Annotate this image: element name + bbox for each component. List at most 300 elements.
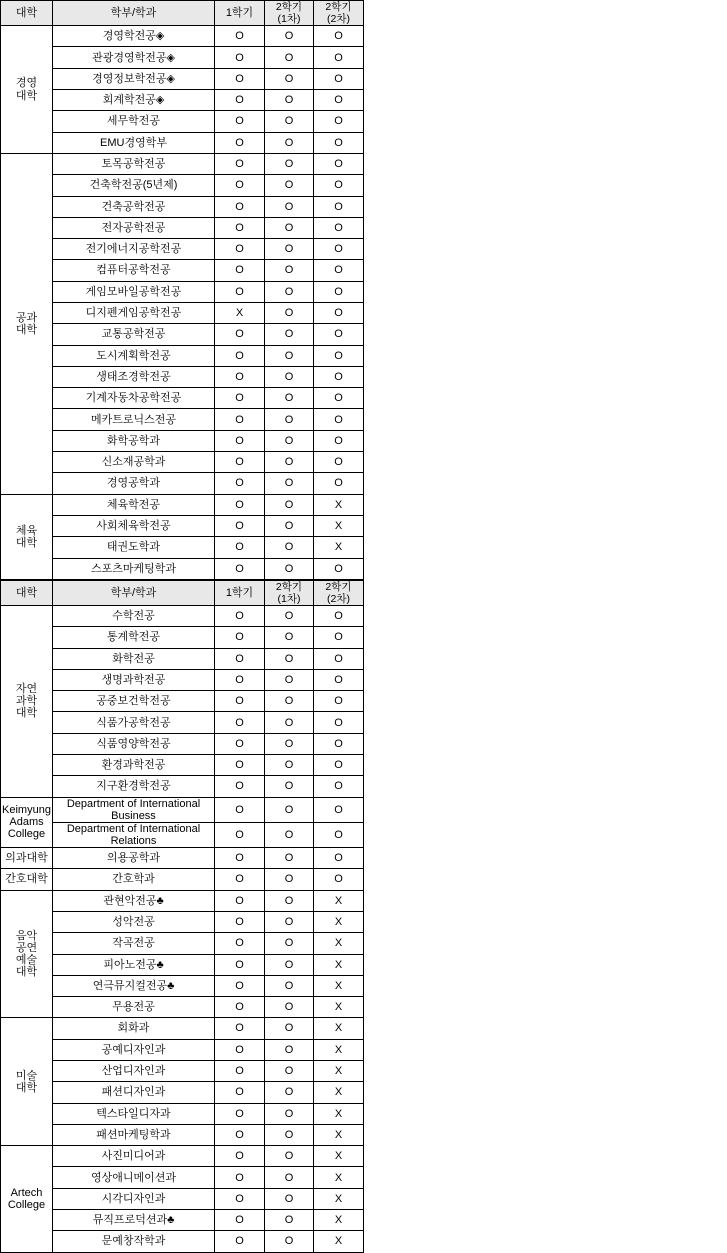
availability-sem2-2: O (314, 111, 364, 132)
availability-sem2-2: X (314, 1060, 364, 1081)
table-row (1, 755, 364, 776)
availability-sem2-1: O (265, 1124, 314, 1145)
right-univ-cell-5: 미술 대학 (1, 1018, 53, 1146)
availability-sem2-2: X (314, 1167, 364, 1188)
availability-sem2-2: X (314, 1146, 364, 1167)
right-header-dept: 학부/학과 (53, 580, 215, 605)
availability-sem1: O (215, 755, 265, 776)
availability-sem2-2: O (314, 68, 364, 89)
availability-sem2-2: X (314, 1103, 364, 1124)
dept-name-cell: 시각디자인과 (53, 1188, 215, 1209)
table-row (1, 669, 364, 690)
dept-name-cell: 관광경영학전공◈ (53, 47, 215, 68)
availability-sem1: O (215, 1039, 265, 1060)
availability-sem2-1: O (265, 648, 314, 669)
availability-sem2-2: X (314, 515, 364, 536)
table-row (1, 797, 364, 822)
table-row (1, 712, 364, 733)
availability-sem2-2: O (314, 153, 364, 174)
dept-name-cell: 지구환경학전공 (53, 776, 215, 797)
availability-sem2-1: O (265, 627, 314, 648)
dept-name-cell: 통계학전공 (53, 627, 215, 648)
availability-sem2-2: X (314, 975, 364, 996)
availability-sem2-1: O (265, 515, 314, 536)
table-row (1, 954, 364, 975)
availability-sem2-2: O (314, 648, 364, 669)
table-row (1, 260, 364, 281)
availability-sem2-2: O (314, 558, 364, 579)
availability-sem1: O (215, 537, 265, 558)
availability-sem2-1: O (265, 975, 314, 996)
availability-sem2-1: O (265, 558, 314, 579)
dept-name-cell: EMU경영학부 (53, 132, 215, 153)
availability-sem2-1: O (265, 345, 314, 366)
dept-name-cell: 공중보건학전공 (53, 691, 215, 712)
right-header-sem2-1 (265, 580, 314, 605)
availability-sem1: O (215, 260, 265, 281)
availability-sem2-1: O (265, 605, 314, 626)
availability-sem1: O (215, 933, 265, 954)
availability-sem2-1: O (265, 47, 314, 68)
availability-sem1: O (215, 1231, 265, 1252)
availability-sem2-1: O (265, 366, 314, 387)
availability-sem2-2: O (314, 627, 364, 648)
dept-name-cell: 경영정보학전공◈ (53, 68, 215, 89)
dept-name-cell: 화학전공 (53, 648, 215, 669)
right-univ-cell-0: 자연 과학 대학 (1, 605, 53, 797)
left-header-dept: 학부/학과 (53, 1, 215, 26)
availability-sem1: O (215, 1018, 265, 1039)
table-row (1, 430, 364, 451)
table-row (1, 494, 364, 515)
left-univ-cell-0: 경영 대학 (1, 26, 53, 154)
dept-name-cell: 간호학과 (53, 869, 215, 890)
dept-name-cell: 회계학전공◈ (53, 90, 215, 111)
table-row (1, 848, 364, 869)
availability-sem2-2: X (314, 954, 364, 975)
dept-name-cell: 토목공학전공 (53, 153, 215, 174)
availability-sem1: O (215, 975, 265, 996)
availability-sem1: O (215, 409, 265, 430)
dept-name-cell: 컴퓨터공학전공 (53, 260, 215, 281)
availability-sem2-1: O (265, 324, 314, 345)
availability-sem2-1: O (265, 1167, 314, 1188)
dept-name-cell: 산업디자인과 (53, 1060, 215, 1081)
table-row (1, 911, 364, 932)
availability-sem1: O (215, 954, 265, 975)
dept-name-cell: 사회체육학전공 (53, 515, 215, 536)
right-univ-cell-4: 음악 공연 예술 대학 (1, 890, 53, 1018)
dept-name-cell: 식품영양학전공 (53, 733, 215, 754)
left-header-sem2-2 (314, 1, 364, 26)
right-univ-cell-3: 간호대학 (1, 869, 53, 890)
table-row (1, 324, 364, 345)
table-row (1, 281, 364, 302)
availability-sem2-1: O (265, 997, 314, 1018)
availability-sem1: O (215, 797, 265, 822)
availability-sem2-1: O (265, 68, 314, 89)
availability-sem2-1: O (265, 691, 314, 712)
availability-sem2-1: O (265, 933, 314, 954)
table-row (1, 217, 364, 238)
dept-name-cell: 패션마케팅학과 (53, 1124, 215, 1145)
dept-name-cell: 영상애니메이션과 (53, 1167, 215, 1188)
availability-sem1: O (215, 430, 265, 451)
availability-sem2-2: O (314, 669, 364, 690)
availability-sem1: O (215, 1103, 265, 1124)
dept-name-cell: 공예디자인과 (53, 1039, 215, 1060)
availability-sem1: O (215, 558, 265, 579)
left-header-sem2-2-line2: (2차) (327, 13, 350, 26)
availability-sem2-2: O (314, 691, 364, 712)
table-row (1, 627, 364, 648)
table-row (1, 1210, 364, 1231)
availability-sem2-2: X (314, 1231, 364, 1252)
dept-name-cell: 경영학전공◈ (53, 26, 215, 47)
availability-sem1: O (215, 366, 265, 387)
availability-sem2-2: O (314, 776, 364, 797)
dept-name-cell: 메카트로닉스전공 (53, 409, 215, 430)
availability-sem1: O (215, 473, 265, 494)
right-univ-cell-1: Keimyung Adams College (1, 797, 53, 847)
dept-name-cell: 의용공학과 (53, 848, 215, 869)
availability-sem2-2: X (314, 1210, 364, 1231)
availability-sem2-2: O (314, 281, 364, 302)
table-row (1, 1231, 364, 1252)
availability-sem2-1: O (265, 302, 314, 323)
availability-sem1: O (215, 1188, 265, 1209)
availability-sem1: O (215, 515, 265, 536)
availability-sem2-2: O (314, 848, 364, 869)
dept-name-cell: 수학전공 (53, 605, 215, 626)
availability-sem1: O (215, 1060, 265, 1081)
table-row (1, 975, 364, 996)
table-row (1, 153, 364, 174)
availability-sem2-2: X (314, 890, 364, 911)
availability-sem2-1: O (265, 281, 314, 302)
availability-sem1: O (215, 691, 265, 712)
availability-sem2-2: O (314, 822, 364, 847)
availability-sem1: O (215, 869, 265, 890)
availability-sem2-1: O (265, 890, 314, 911)
dept-name-cell: Department of International Business (53, 797, 215, 822)
dept-name-cell: Department of International Relations (53, 822, 215, 847)
right-header-sem2-2-line1: 2학기 (325, 580, 352, 593)
table-row (1, 1018, 364, 1039)
availability-sem1: O (215, 196, 265, 217)
availability-sem1: O (215, 911, 265, 932)
availability-sem2-1: O (265, 869, 314, 890)
dept-name-cell: 교통공학전공 (53, 324, 215, 345)
table-row (1, 648, 364, 669)
dept-name-cell: 문예창작학과 (53, 1231, 215, 1252)
availability-sem2-1: O (265, 430, 314, 451)
table-row (1, 1167, 364, 1188)
availability-sem1: O (215, 1210, 265, 1231)
availability-sem1: O (215, 494, 265, 515)
availability-sem1: O (215, 132, 265, 153)
right-header-sem1: 1학기 (215, 580, 265, 605)
availability-sem2-2: O (314, 239, 364, 260)
dept-name-cell: 사진미디어과 (53, 1146, 215, 1167)
table-row (1, 132, 364, 153)
dept-name-cell: 도시계획학전공 (53, 345, 215, 366)
table-row (1, 409, 364, 430)
availability-sem2-1: O (265, 196, 314, 217)
availability-sem2-1: O (265, 153, 314, 174)
table-row (1, 345, 364, 366)
availability-sem2-1: O (265, 90, 314, 111)
table-row (1, 933, 364, 954)
availability-sem2-2: O (314, 733, 364, 754)
availability-sem2-2: X (314, 997, 364, 1018)
table-row (1, 68, 364, 89)
dept-name-cell: 디지펜게임공학전공 (53, 302, 215, 323)
dept-name-cell: 작곡전공 (53, 933, 215, 954)
table-row (1, 302, 364, 323)
dept-name-cell: 체육학전공 (53, 494, 215, 515)
table-row (1, 1060, 364, 1081)
availability-sem2-2: O (314, 175, 364, 196)
table-row (1, 515, 364, 536)
availability-sem1: O (215, 1167, 265, 1188)
table-row (1, 1039, 364, 1060)
availability-sem1: O (215, 90, 265, 111)
availability-sem1: O (215, 890, 265, 911)
dept-name-cell: 화학공학과 (53, 430, 215, 451)
availability-sem2-1: O (265, 388, 314, 409)
availability-sem2-1: O (265, 537, 314, 558)
availability-sem2-1: O (265, 1082, 314, 1103)
availability-sem1: O (215, 388, 265, 409)
availability-sem2-1: O (265, 669, 314, 690)
availability-sem1: O (215, 26, 265, 47)
availability-sem1: O (215, 1082, 265, 1103)
right-header-sem2-1-line2: (1차) (277, 592, 301, 605)
dept-name-cell: 환경과학전공 (53, 755, 215, 776)
availability-sem1: O (215, 822, 265, 847)
availability-sem2-2: X (314, 1018, 364, 1039)
table-row (1, 1103, 364, 1124)
availability-sem2-2: O (314, 47, 364, 68)
availability-sem2-2: X (314, 1039, 364, 1060)
availability-sem2-2: X (314, 1188, 364, 1209)
dept-name-cell: 관현악전공♣ (53, 890, 215, 911)
availability-sem2-1: O (265, 954, 314, 975)
left-table (0, 0, 364, 580)
table-row (1, 776, 364, 797)
availability-sem2-1: O (265, 409, 314, 430)
availability-sem1: O (215, 175, 265, 196)
dept-name-cell: 피아노전공♣ (53, 954, 215, 975)
dept-name-cell: 경영공학과 (53, 473, 215, 494)
right-table (0, 580, 364, 1253)
availability-sem1: O (215, 281, 265, 302)
availability-sem2-2: O (314, 605, 364, 626)
dept-name-cell: 건축공학전공 (53, 196, 215, 217)
dept-name-cell: 스포츠마케팅학과 (53, 558, 215, 579)
availability-sem2-2: X (314, 494, 364, 515)
availability-sem2-1: O (265, 755, 314, 776)
availability-sem2-1: O (265, 1039, 314, 1060)
left-header-sem2-1-line2: (1차) (277, 13, 301, 26)
availability-sem1: O (215, 324, 265, 345)
table-row (1, 366, 364, 387)
dept-name-cell: 생태조경학전공 (53, 366, 215, 387)
availability-sem1: O (215, 345, 265, 366)
availability-sem2-2: O (314, 345, 364, 366)
availability-sem2-2: X (314, 933, 364, 954)
dept-name-cell: 성악전공 (53, 911, 215, 932)
dept-name-cell: 회화과 (53, 1018, 215, 1039)
availability-sem2-2: O (314, 755, 364, 776)
left-header-univ: 대학 (1, 1, 53, 26)
dept-name-cell: 식품가공학전공 (53, 712, 215, 733)
availability-sem2-2: X (314, 537, 364, 558)
availability-sem2-2: X (314, 1124, 364, 1145)
availability-sem2-2: O (314, 797, 364, 822)
availability-sem2-1: O (265, 712, 314, 733)
dept-name-cell: 세무학전공 (53, 111, 215, 132)
availability-sem1: O (215, 111, 265, 132)
right-univ-cell-6: Artech College (1, 1146, 53, 1252)
availability-sem2-2: O (314, 26, 364, 47)
right-header-sem2-2 (314, 580, 364, 605)
right-univ-cell-2: 의과대학 (1, 848, 53, 869)
availability-sem2-1: O (265, 494, 314, 515)
availability-sem2-1: O (265, 911, 314, 932)
availability-sem2-2: O (314, 196, 364, 217)
table-row (1, 822, 364, 847)
availability-sem2-1: O (265, 217, 314, 238)
availability-sem1: O (215, 605, 265, 626)
table-row (1, 90, 364, 111)
left-header-sem2-2-line1: 2학기 (325, 1, 352, 13)
availability-sem2-1: O (265, 132, 314, 153)
availability-sem1: O (215, 153, 265, 174)
availability-sem1: O (215, 239, 265, 260)
table-row (1, 558, 364, 579)
availability-sem1: X (215, 302, 265, 323)
availability-sem2-2: O (314, 217, 364, 238)
availability-sem2-2: O (314, 430, 364, 451)
table-row (1, 452, 364, 473)
dept-name-cell: 게임모바일공학전공 (53, 281, 215, 302)
right-header-univ: 대학 (1, 580, 53, 605)
dept-name-cell: 패션디자인과 (53, 1082, 215, 1103)
left-header-sem2-1 (265, 1, 314, 26)
table-row (1, 388, 364, 409)
dept-name-cell: 전기에너지공학전공 (53, 239, 215, 260)
right-header-sem2-2-line2: (2차) (327, 592, 350, 605)
availability-sem2-1: O (265, 452, 314, 473)
availability-sem2-1: O (265, 797, 314, 822)
table-row (1, 997, 364, 1018)
availability-sem2-1: O (265, 1231, 314, 1252)
availability-sem2-1: O (265, 848, 314, 869)
dept-name-cell: 기계자동차공학전공 (53, 388, 215, 409)
availability-sem2-1: O (265, 776, 314, 797)
availability-sem2-1: O (265, 175, 314, 196)
availability-sem1: O (215, 47, 265, 68)
left-header-sem1: 1학기 (215, 1, 265, 26)
table-row (1, 537, 364, 558)
availability-sem1: O (215, 217, 265, 238)
availability-sem2-1: O (265, 26, 314, 47)
availability-sem1: O (215, 1124, 265, 1145)
dept-name-cell: 전자공학전공 (53, 217, 215, 238)
table-row (1, 26, 364, 47)
left-header-sem2-1-line1: 2학기 (275, 1, 303, 13)
table-row (1, 869, 364, 890)
availability-sem2-2: O (314, 324, 364, 345)
dept-name-cell: 연극뮤지컬전공♣ (53, 975, 215, 996)
availability-sem1: O (215, 68, 265, 89)
table-row (1, 1082, 364, 1103)
dept-name-cell: 태권도학과 (53, 537, 215, 558)
table-row (1, 473, 364, 494)
availability-sem1: O (215, 1146, 265, 1167)
availability-sem2-2: O (314, 712, 364, 733)
availability-sem2-1: O (265, 1060, 314, 1081)
dept-name-cell: 신소재공학과 (53, 452, 215, 473)
availability-sem2-1: O (265, 260, 314, 281)
left-univ-cell-1: 공과 대학 (1, 153, 53, 494)
left-univ-cell-2: 체육 대학 (1, 494, 53, 579)
availability-sem2-2: O (314, 302, 364, 323)
availability-sem2-2: O (314, 260, 364, 281)
availability-sem2-1: O (265, 1146, 314, 1167)
dept-name-cell: 건축학전공(5년제) (53, 175, 215, 196)
availability-sem1: O (215, 648, 265, 669)
table-row (1, 196, 364, 217)
table-row (1, 691, 364, 712)
table-row (1, 605, 364, 626)
availability-sem2-2: O (314, 366, 364, 387)
table-row (1, 1146, 364, 1167)
right-header-sem2-1-line1: 2학기 (275, 580, 303, 593)
availability-sem2-2: O (314, 388, 364, 409)
availability-sem2-2: O (314, 473, 364, 494)
table-row (1, 239, 364, 260)
availability-sem2-1: O (265, 111, 314, 132)
table-row (1, 1188, 364, 1209)
dept-name-cell: 텍스타일디자과 (53, 1103, 215, 1124)
availability-sem2-1: O (265, 1188, 314, 1209)
availability-sem2-2: O (314, 90, 364, 111)
availability-sem1: O (215, 452, 265, 473)
dept-name-cell: 생명과학전공 (53, 669, 215, 690)
availability-sem2-2: O (314, 132, 364, 153)
availability-sem2-2: O (314, 869, 364, 890)
availability-sem1: O (215, 848, 265, 869)
availability-sem2-1: O (265, 473, 314, 494)
dept-name-cell: 뮤직프로덕션과♣ (53, 1210, 215, 1231)
table-row (1, 1124, 364, 1145)
availability-sem2-1: O (265, 822, 314, 847)
availability-sem2-2: X (314, 911, 364, 932)
availability-sem2-1: O (265, 733, 314, 754)
availability-sem2-2: O (314, 409, 364, 430)
table-row (1, 111, 364, 132)
table-row (1, 733, 364, 754)
availability-sem2-2: X (314, 1082, 364, 1103)
availability-sem2-1: O (265, 1210, 314, 1231)
table-row (1, 175, 364, 196)
availability-sem2-1: O (265, 1103, 314, 1124)
availability-sem1: O (215, 712, 265, 733)
availability-sem1: O (215, 733, 265, 754)
